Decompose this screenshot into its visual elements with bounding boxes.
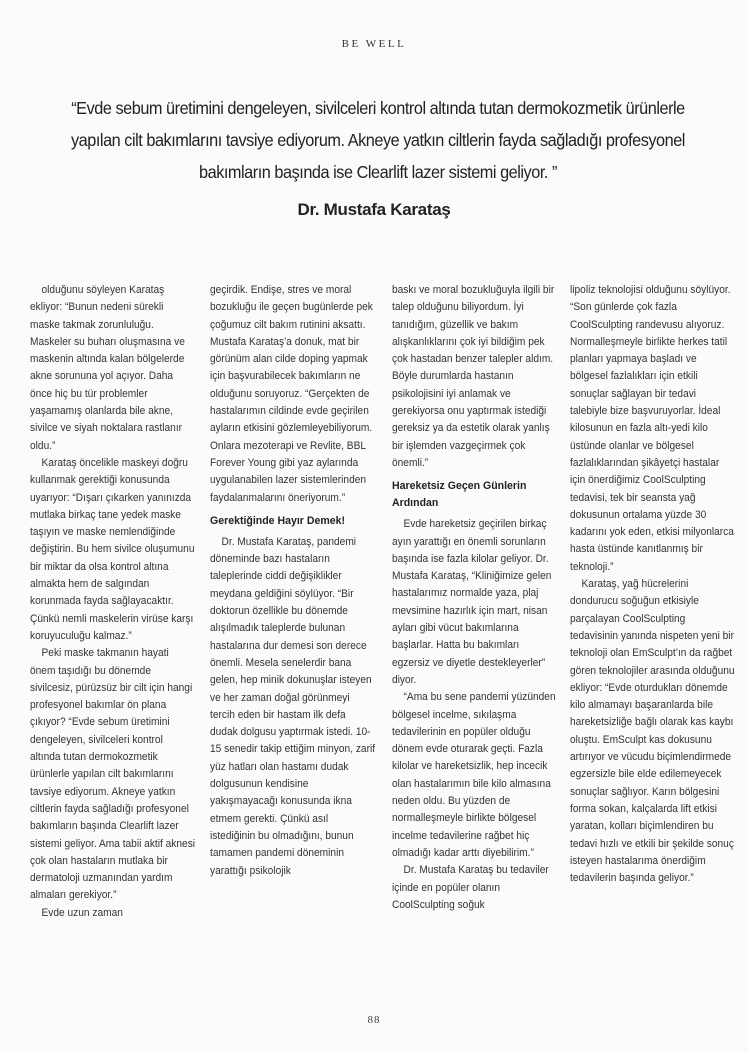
paragraph: Evde uzun zaman bbox=[41, 906, 123, 919]
paragraph: Karataş öncelikle maskeyi doğru kullanmak gerektiği konusunda uyarıyor: “Dışarı çıkarken yanınızda mutlaka birkaç tane yedek maske taşıyın ve maske nemlendiğinde değiştirin. Bu hem sivilce oluşumunu bir miktar da olsa kontrol altına almakta hem de salgından korunmada fayda sağlayacaktır. Çünkü nemli maskelerin virüse karşı koruyuculuğu kalmaz.” bbox=[30, 456, 195, 642]
paragraph: lipoliz teknolojisi olduğunu söylüyor. “Son günlerde çok fazla CoolSculpting randevusu alıyoruz. Normalleşmeyle birlikte herkes tatil planları yapmaya başladı ve bölgesel fazlalıkları için etkili sonuçlar sağlayan bir tedavi talebiyle bize başvuruyorlar. İdeal kilosunun en fazla altı-yedi kilo üstünde olanlar ve bölgesel fazlalıklarından şikâyetçi hastalar için önerdiğimiz CoolSculpting tedavisi, tek bir seansta yağ dokusunun ortalama yüzde 30 kadarını yok eden, etkisi milyonlarca hasta üstünde kanıtlanmış bir teknoloji.” bbox=[570, 284, 734, 573]
article-column-2 bbox=[210, 282, 375, 880]
paragraph: Karataş, yağ hücrelerini dondurucu soğuğun etkisiyle parçalayan CoolSculpting tedavisinin yanında nispeten yeni bir teknoloji olan EmSculpt’ın da rağbet gören teknolojiler arasında olduğunu ekliyor: “Evde oturdukları dönemde kilo almamayı başaranlarda bile hareketsizliğe bağlı olarak kas kaybı oluştu. EmSculpt kas dokusunu artırıyor ve vücudu biçimlendirmede egzersizle bile elde edilemeyecek sonuçlar sağlıyor. Karın bölgesini forma sokan, kalçalarda lift etkisi yaratan, kolları biçimlendiren bu tedavi hızlı ve etkili bir şekilde sonuç isteyen hastalarıma önerdiğim tedavilerin başında geliyor.” bbox=[570, 578, 735, 885]
paragraph: Dr. Mustafa Karataş, pandemi döneminde bazı hastaların taleplerinde ciddi değişiklikler meydana geldiğini söylüyor. “Bir doktorun özellikle bu dönemde alışılmadık taleplerde bulunan hastalarına dur demesi son derece önemli. Mesela senelerdir bana gelen, hep minik dokunuşlar isteyen ve her zaman doğal görünmeyi tercih eden bir hastam ilk defa dudak dolgusu yaptırmak istedi. 10-15 senedir takip ettiğim minyon, zarif yüz hatları olan hastamı dudak dolgusunun kendisine yakışmayacağı konusunda ikna etmem gerekti. Çünkü asıl istediğinin bu olmadığını, bunun tamamen pandemi döneminin yarattığı psikolojik bbox=[210, 535, 376, 877]
article-column-4 bbox=[570, 282, 735, 887]
paragraph: geçirdik. Endişe, stres ve moral bozukluğu ile geçen bugünlerde pek çoğumuz cilt bakım rutinini aksattı. Mustafa Karataş’a donuk, mat bir görünüm alan cilde doping yapmak için başvurabilecek bakımların ne olduğunu soruyoruz. “Gerçekten de hastalarımın cildinde evde geçirilen ayların etkisini gözlemleyebiliyorum. Onlara mezoterapi ve Revlite, BBL Forever Young gibi yaz aylarında uygulanabilen lazer sistemlerinden faydalanmalarını öneriyorum.” bbox=[210, 284, 373, 504]
pull-quote-author: Dr. Mustafa Karataş bbox=[297, 200, 451, 219]
paragraph: “Ama bu sene pandemi yüzünden bölgesel incelme, sıkılaşma tedavilerinin en popüler olduğu dönem evde oturarak geçti. Fazla kilolar ve hareketsizlik, hep incecik olan hastalarımın bile kilo almasına neden oldu. Bu yüzden de normalleşmeyle birlikte bölgesel incelme tedavilerine rağbet hiç olmadığı kadar arttı diyebilirim.” bbox=[392, 691, 556, 859]
paragraph: Peki maske takmanın hayati önem taşıdığı bu dönemde sivilcesiz, pürüzsüz bir cilt için hangi profesyonel bakımlar ön plana çıkıyor? “Evde sebum üretimini dengeleyen, sivilceleri kontrol altında tutan dermokozmetik ürünlerle yapılan cilt bakımlarını tavsiye ediyorum. Akneye yatkın ciltlerin fayda sağladığı profesyonel bakımların başında Clearlift lazer sistemi geliyor. Ama tabii aktif aknesi çok olan hastaların mutlaka bir dermatoloji uzmanından yardım almaları gerekiyor.” bbox=[30, 647, 196, 902]
page-number: 88 bbox=[367, 1014, 381, 1026]
pull-quote-text: “Evde sebum üretimini dengeleyen, sivilceleri kontrol altında tutan dermokozmetik ürünlerle yapılan cilt bakımlarını tavsiye ediyorum. Akneye yatkın ciltlerin fayda sağladığı profesyonel bakımların başında ise Clearlift lazer sistemi geliyor. ” bbox=[71, 98, 685, 182]
paragraph: olduğunu söyleyen Karataş ekliyor: “Bunun nedeni sürekli maske takmak zorunluluğu. Maskeler su buharı oluşmasına ve maskenin altında kalan bölgelerde akne sorununa yol açıyor. Daha önce hiç bu tür problemler yaşamamış olanlarda bile akne, sivilce ve siyah noktalara rastlanır oldu.” bbox=[30, 284, 185, 452]
pull-quote bbox=[53, 92, 704, 188]
article-column-3 bbox=[392, 282, 557, 914]
paragraph: Evde hareketsiz geçirilen birkaç ayın yarattığı en önemli sorunların başında ise fazla kilolar geliyor. Dr. Mustafa Karataş, “Kliniğimize gelen hastalarımız normalde yaza, plaj mevsimine hazırlık için mart, nisan ayları gibi vücut bakımlarına başlarlar. Hatta bu bakımları egzersiz ve diyetle destekleyerler” diyor. bbox=[392, 518, 552, 686]
subheading: Hareketsiz Geçen Günlerin Ardından bbox=[392, 480, 527, 510]
article-column-1 bbox=[30, 282, 195, 922]
paragraph: baskı ve moral bozukluğuyla ilgili bir talep olduğunu biliyordum. İyi tanıdığım, güzellik ve bakım alışkanlıklarını çok iyi bildiğim pek çok hastadan benzer talepler aldım. Böyle durumlarda hastanın psikolojisini iyi anlamak ve gerekiyorsa onu yaptırmak istediği gereksiz ya da estetik olarak yanlış bir işlemden vazgeçirmek çok önemli.” bbox=[392, 284, 555, 469]
section-header: BE WELL bbox=[341, 38, 407, 50]
subheading: Gerektiğinde Hayır Demek! bbox=[210, 514, 345, 527]
paragraph: Dr. Mustafa Karataş bu tedaviler içinde en popüler olanın CoolSculpting soğuk bbox=[392, 864, 549, 911]
